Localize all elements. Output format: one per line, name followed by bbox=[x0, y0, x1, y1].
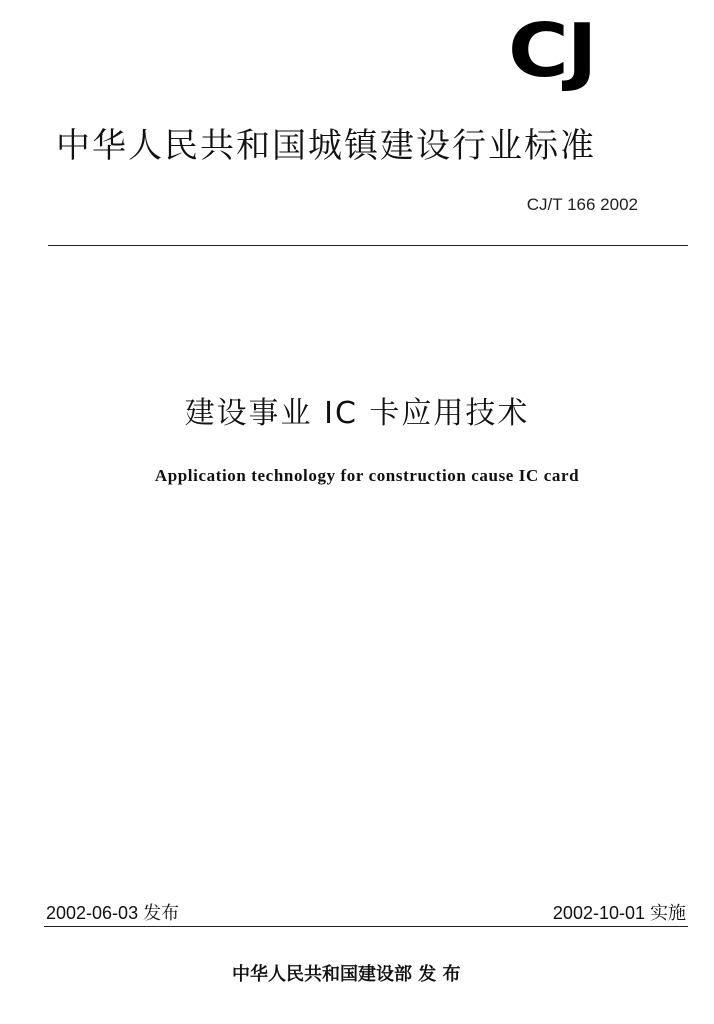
header-divider bbox=[48, 245, 688, 246]
publisher: 中华人民共和国建设部 发 布 bbox=[232, 964, 461, 985]
org-title: 中华人民共和国城镇建设行业标准 bbox=[56, 126, 596, 166]
standard-number: CJ/T 166 2002 bbox=[526, 195, 638, 214]
implementation-date: 2002-10-01 实施 bbox=[552, 903, 686, 923]
issue-date: 2002-06-03 发布 bbox=[46, 903, 180, 923]
document-title-cn: 建设事业 IC 卡应用技术 bbox=[184, 396, 530, 431]
footer-divider bbox=[44, 926, 688, 927]
cj-logo: CJ bbox=[508, 8, 596, 94]
document-title-en: Application technology for construction cause IC card bbox=[154, 466, 580, 485]
